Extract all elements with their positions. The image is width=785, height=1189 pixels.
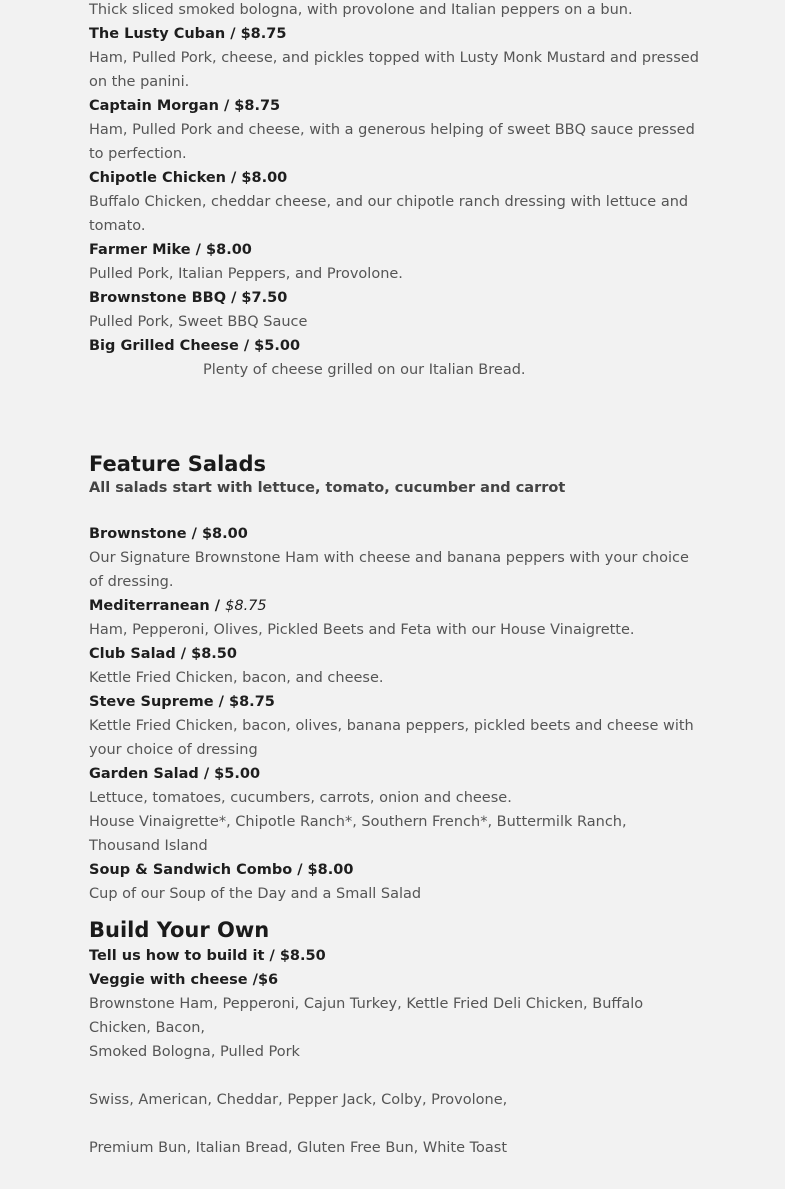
item-name: Soup & Sandwich Combo / $8.00 xyxy=(89,862,354,878)
spacer xyxy=(89,382,699,406)
item-description: Thick sliced smoked bologna, with provolone and Italian peppers on a bun. xyxy=(89,2,633,18)
section-title-salads: Feature Salads xyxy=(89,452,267,476)
item-description: Our Signature Brownstone Ham with cheese and banana peppers with your choice of dressing. xyxy=(89,550,689,590)
spacer xyxy=(89,906,699,916)
item-description: Ham, Pepperoni, Olives, Pickled Beets and Feta with our House Vinaigrette. xyxy=(89,622,635,638)
meat-options-continued: Smoked Bologna, Pulled Pork xyxy=(89,1044,300,1060)
item-name: Tell us how to build it / $8.50 xyxy=(89,948,326,964)
item-name: Veggie with cheese /$6 xyxy=(89,972,279,988)
item-description: Ham, Pulled Pork, cheese, and pickles topped with Lusty Monk Mustard and pressed on the panini. xyxy=(89,50,699,90)
item-name-text: Mediterranean / xyxy=(89,598,226,614)
meat-options: Brownstone Ham, Pepperoni, Cajun Turkey, Kettle Fried Deli Chicken, Buffalo Chicken, Bacon, xyxy=(89,996,644,1036)
item-name: Steve Supreme / $8.75 xyxy=(89,694,275,710)
spacer xyxy=(89,406,699,430)
item-description: Kettle Fried Chicken, bacon, olives, banana peppers, pickled beets and cheese with your choice of dressing xyxy=(89,718,694,758)
item-price: $8.75 xyxy=(225,598,267,614)
item-name: Big Grilled Cheese / $5.00 xyxy=(89,338,301,354)
dressing-list: House Vinaigrette*, Chipotle Ranch*, Southern French*, Buttermilk Ranch, Thousand Island xyxy=(89,814,627,854)
item-description: Kettle Fried Chicken, bacon, and cheese. xyxy=(89,670,384,686)
item-description: Pulled Pork, Sweet BBQ Sauce xyxy=(89,314,308,330)
spacer xyxy=(89,1064,699,1088)
section-subtitle: All salads start with lettuce, tomato, cucumber and carrot xyxy=(89,480,566,496)
item-description: Buffalo Chicken, cheddar cheese, and our chipotle ranch dressing with lettuce and tomato. xyxy=(89,194,689,234)
item-name: Farmer Mike / $8.00 xyxy=(89,242,252,258)
item-description: Pulled Pork, Italian Peppers, and Provolone. xyxy=(89,266,403,282)
spacer xyxy=(89,430,699,450)
item-name: Brownstone / $8.00 xyxy=(89,526,248,542)
item-description: Cup of our Soup of the Day and a Small Salad xyxy=(89,886,422,902)
item-description: Plenty of cheese grilled on our Italian Bread. xyxy=(203,362,526,378)
spacer xyxy=(89,1112,699,1136)
item-name: Chipotle Chicken / $8.00 xyxy=(89,170,288,186)
menu-content xyxy=(89,0,699,1160)
item-name: Club Salad / $8.50 xyxy=(89,646,237,662)
item-name: Garden Salad / $5.00 xyxy=(89,766,261,782)
item-name: The Lusty Cuban / $8.75 xyxy=(89,26,287,42)
item-name: Captain Morgan / $8.75 xyxy=(89,98,281,114)
section-title-build: Build Your Own xyxy=(89,918,270,942)
spacer xyxy=(89,498,699,522)
item-description: Ham, Pulled Pork and cheese, with a generous helping of sweet BBQ sauce pressed to perfection. xyxy=(89,122,695,162)
item-description: Lettuce, tomatoes, cucumbers, carrots, onion and cheese. xyxy=(89,790,512,806)
cheese-options: Swiss, American, Cheddar, Pepper Jack, Colby, Provolone, xyxy=(89,1092,508,1108)
item-name: Brownstone BBQ / $7.50 xyxy=(89,290,288,306)
bread-options: Premium Bun, Italian Bread, Gluten Free Bun, White Toast xyxy=(89,1140,508,1156)
item-name xyxy=(89,594,699,618)
